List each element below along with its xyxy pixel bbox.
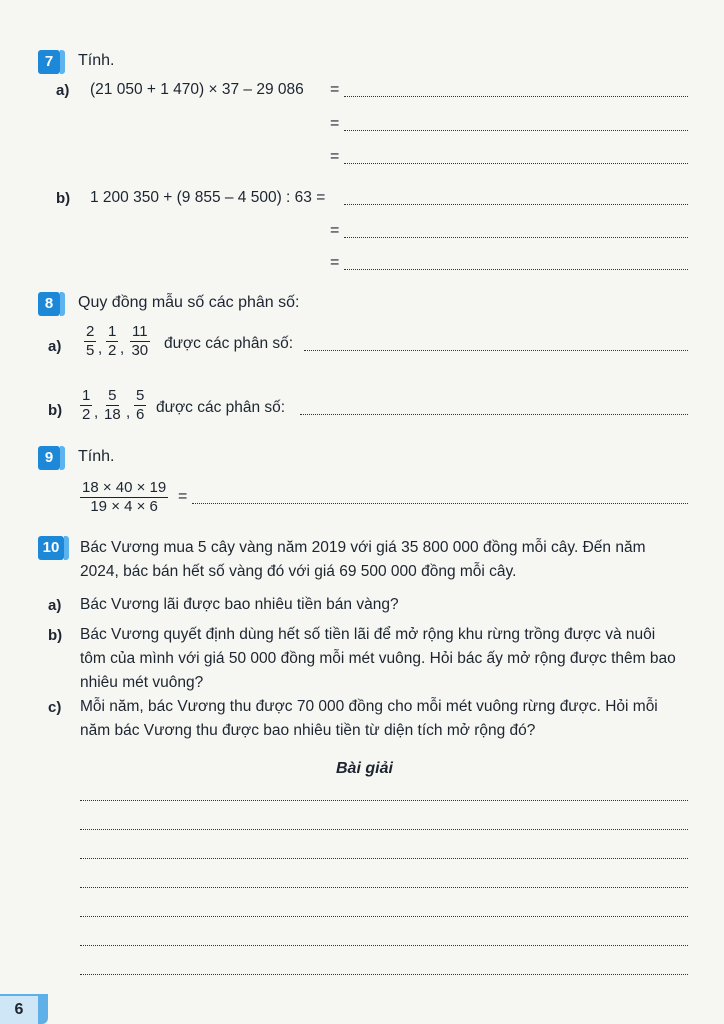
fraction: $\frac{1}{2}$ [108,323,117,359]
page-number: 6 [0,996,38,1024]
exercise-7a-equals-3: = [330,148,340,165]
fraction: $\frac{1}{2}$ [82,387,91,423]
exercise-9-title: Tính. [78,448,115,465]
solution-line[interactable] [80,974,688,975]
solution-heading: Bài giải [336,760,393,777]
exercise-10c-text: Mỗi năm, bác Vương thu được 70 000 đồng cho mỗi mét vuông rừng được. Hỏi mỗi năm bác Vương thu được bao nhiêu tiền từ diện tích mở rộng đó? [80,698,658,739]
solution-line[interactable] [80,916,688,917]
exercise-9-fraction: $\frac{18 \times 40 \times 19}{19 \times 4 \times 6}$ [82,479,167,515]
comma: , [126,404,131,421]
exercise-7a-expression: (21 050 + 1 470) × 37 – 29 086 [90,81,304,98]
exercise-10a-label: a) [48,597,62,614]
exercise-10b-text: Bác Vương quyết định dùng hết số tiền lãi để mở rộng khu rừng trồng được và nuôi tôm của mình với giá 50 000 đồng mỗi mét vuông. Hỏi bác ấy mở rộng được thêm bao nhiêu mét vuông? [80,626,676,691]
exercise-8a-label: a) [48,338,62,355]
comma: , [98,340,103,357]
exercise-10-badge: 10 [38,536,64,560]
fraction: $\frac{5}{18}$ [104,387,121,423]
answer-line[interactable] [344,130,688,131]
exercise-8-badge: 8 [38,292,60,316]
exercise-7b-equals-2: = [330,222,340,239]
answer-line[interactable] [192,503,688,504]
answer-line[interactable] [344,237,688,238]
page-number-tab [0,994,48,1024]
exercise-8-title: Quy đồng mẫu số các phân số: [78,294,300,311]
comma: , [120,340,125,357]
exercise-9-equals: = [178,488,188,505]
comma: , [94,404,99,421]
exercise-10c-label: c) [48,699,62,716]
answer-line[interactable] [344,204,688,205]
exercise-9-badge: 9 [38,446,60,470]
exercise-8b-label: b) [48,402,63,419]
solution-line[interactable] [80,945,688,946]
fraction: $\frac{5}{6}$ [136,387,145,423]
exercise-8a-text: được các phân số: [164,335,294,352]
fraction: $\frac{11}{30}$ [131,323,149,359]
answer-line[interactable] [344,269,688,270]
solution-line[interactable] [80,829,688,830]
answer-line[interactable] [344,163,688,164]
exercise-7a-label: a) [56,82,70,99]
exercise-7-title: Tính. [78,52,115,69]
exercise-7-badge: 7 [38,50,60,74]
solution-line[interactable] [80,800,688,801]
solution-line[interactable] [80,858,688,859]
fraction: $\frac{2}{5}$ [86,323,95,359]
exercise-7b-expression: 1 200 350 + (9 855 – 4 500) : 63 = [90,189,326,206]
exercise-8b-text: được các phân số: [156,399,286,416]
answer-line[interactable] [304,350,688,351]
solution-line[interactable] [80,887,688,888]
exercise-7a-equals-1: = [330,81,340,98]
answer-line[interactable] [344,96,688,97]
exercise-10a-text: Bác Vương lãi được bao nhiêu tiền bán vàng? [80,596,399,613]
exercise-7b-label: b) [56,190,71,207]
exercise-7a-equals-2: = [330,115,340,132]
exercise-10b-label: b) [48,627,63,644]
answer-line[interactable] [300,414,688,415]
exercise-10-intro: Bác Vương mua 5 cây vàng năm 2019 với giá 35 800 000 đồng mỗi cây. Đến năm 2024, bác bán hết số vàng đó với giá 69 500 000 đồng mỗi cây. [80,539,646,580]
exercise-7b-equals-3: = [330,254,340,271]
